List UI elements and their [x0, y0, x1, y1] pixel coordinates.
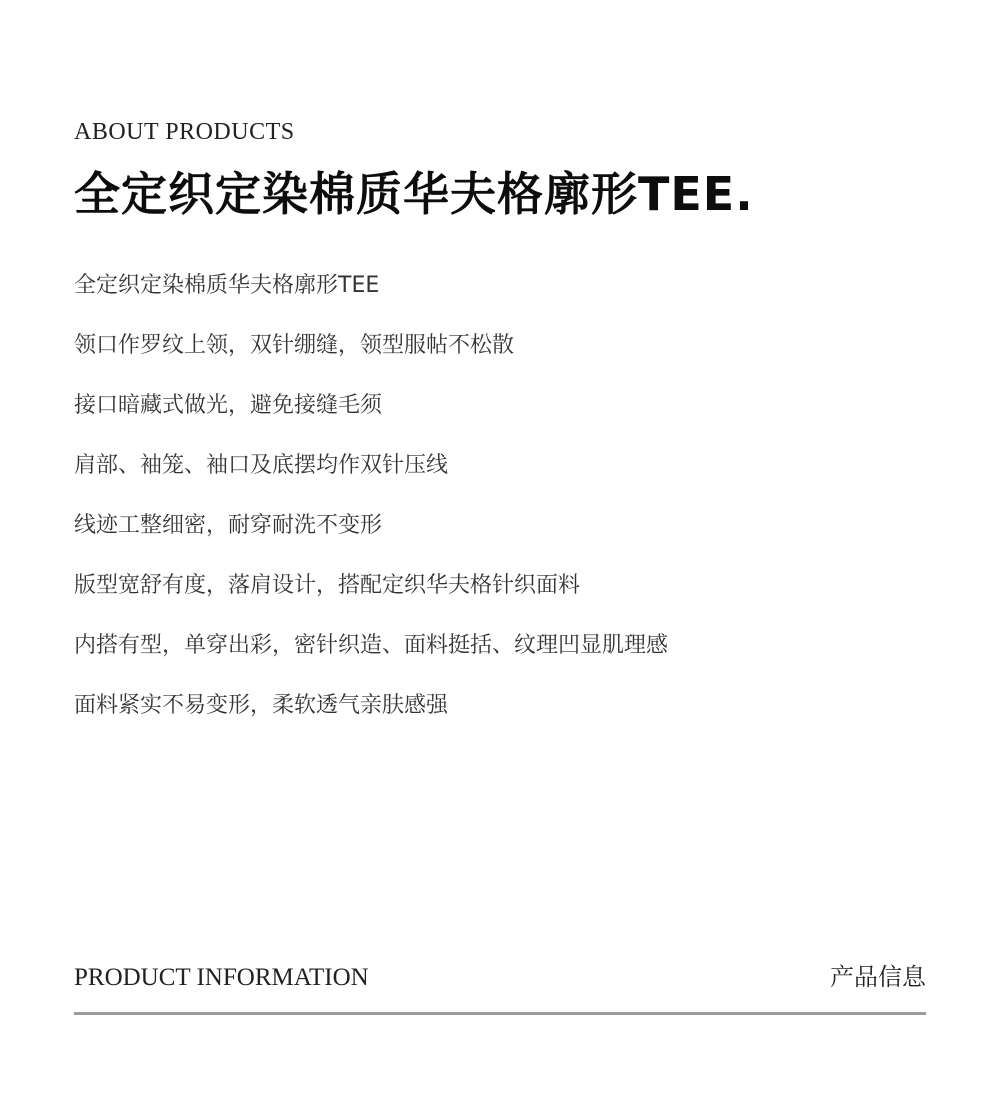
feature-item: 全定织定染棉质华夫格廓形TEE	[74, 273, 380, 298]
feature-item: 内搭有型，单穿出彩，密针织造、面料挺括、纹理凹显肌理感	[74, 633, 669, 658]
about-products-label: ABOUT PRODUCTS	[74, 119, 295, 145]
section-divider	[74, 1012, 926, 1015]
product-information-label-en: PRODUCT INFORMATION	[74, 964, 369, 991]
feature-item: 接口暗藏式做光，避免接缝毛须	[74, 393, 383, 418]
product-headline: 全定织定染棉质华夫格廓形TEE.	[74, 167, 754, 221]
feature-item: 版型宽舒有度，落肩设计，搭配定织华夫格针织面料	[74, 573, 581, 598]
feature-item: 肩部、袖笼、袖口及底摆均作双针压线	[74, 453, 449, 478]
feature-item: 面料紧实不易变形，柔软透气亲肤感强	[74, 693, 449, 718]
product-information-header	[74, 960, 926, 1018]
feature-list	[74, 266, 668, 746]
product-information-label-cn: 产品信息	[830, 963, 926, 991]
feature-item: 领口作罗纹上领，双针绷缝，领型服帖不松散	[74, 333, 515, 358]
feature-item: 线迹工整细密，耐穿耐洗不变形	[74, 513, 383, 538]
